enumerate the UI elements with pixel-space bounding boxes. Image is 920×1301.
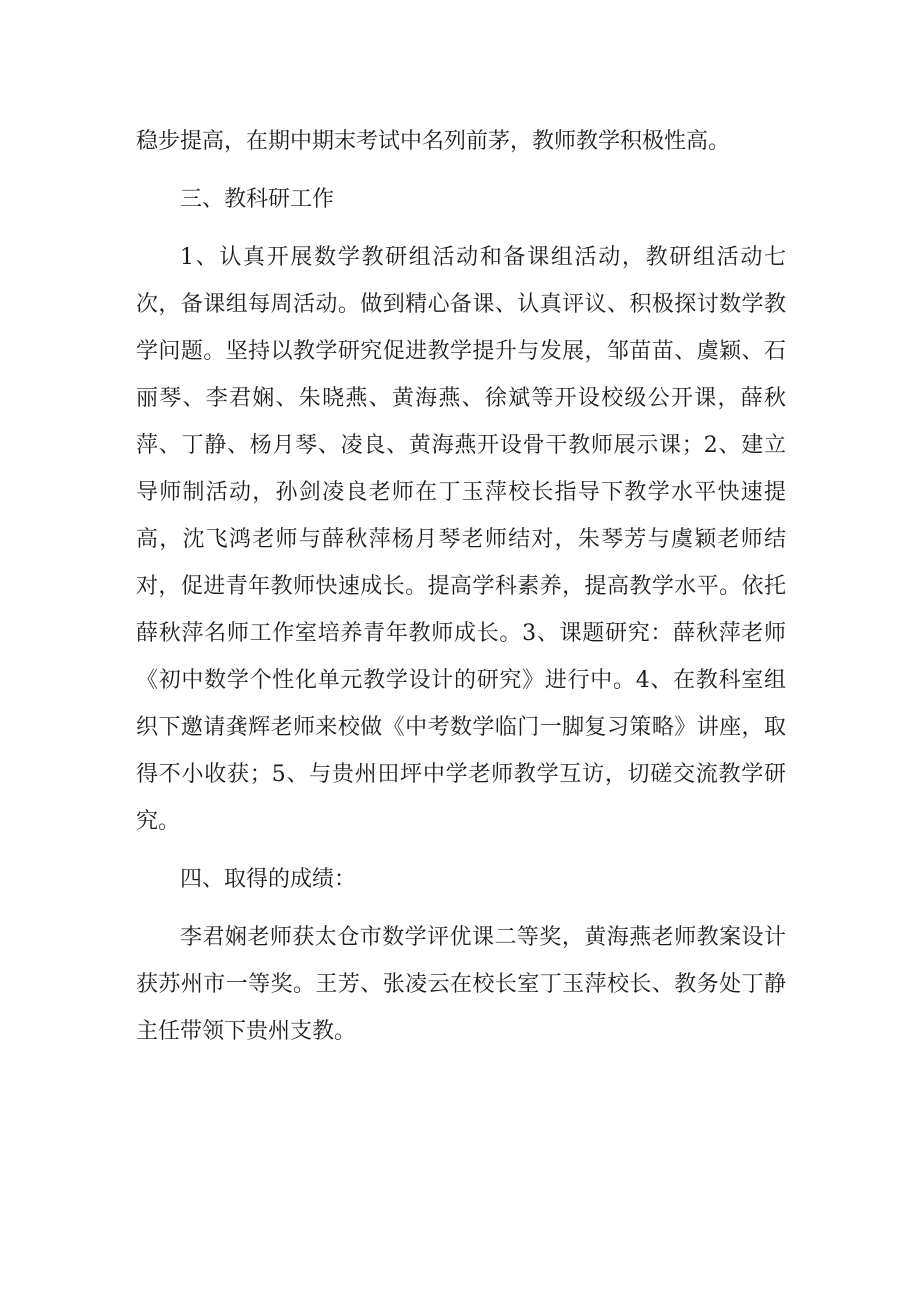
paragraph-achievements: 李君娴老师获太仓市数学评优课二等奖，黄海燕老师教案设计获苏州市一等奖。王芳、张凌云在校长室丁玉萍校长、教务处丁静主任带领下贵州支教。 <box>136 925 786 1044</box>
paragraph-continuation: 稳步提高，在期中期末考试中名列前茅，教师教学积极性高。 <box>136 129 731 154</box>
section-heading-research: 三、教科研工作 <box>180 187 335 212</box>
document-body <box>136 118 786 1055</box>
paragraph-research-details: 1、认真开展数学教研组活动和备课组活动，教研组活动七次，备课组每周活动。做到精心备课、认真评议、积极探讨数学教学问题。坚持以教学研究促进教学提升与发展，邹苗苗、虞颖、石丽琴、李君娴、朱晓燕、黄海燕、徐斌等开设校级公开课，薛秋萍、丁静、杨月琴、凌良、黄海燕开设骨干教师展示课；2、建立导师制活动，孙剑凌良老师在丁玉萍校长指导下教学水平快速提高，沈飞鸿老师与薛秋萍杨月琴老师结对，朱琴芳与虞颖老师结对，促进青年教师快速成长。提高学科素养，提高教学水平。依托薛秋萍名师工作室培养青年教师成长。3、课题研究：薛秋萍老师《初中数学个性化单元教学设计的研究》进行中。4、在教科室组织下邀请龚辉老师来校做《中考数学临门一脚复习策略》讲座，取得不小收获；5、与贵州田坪中学老师教学互访，切磋交流教学研究。 <box>136 245 786 834</box>
section-heading-achievements: 四、取得的成绩： <box>180 867 357 892</box>
